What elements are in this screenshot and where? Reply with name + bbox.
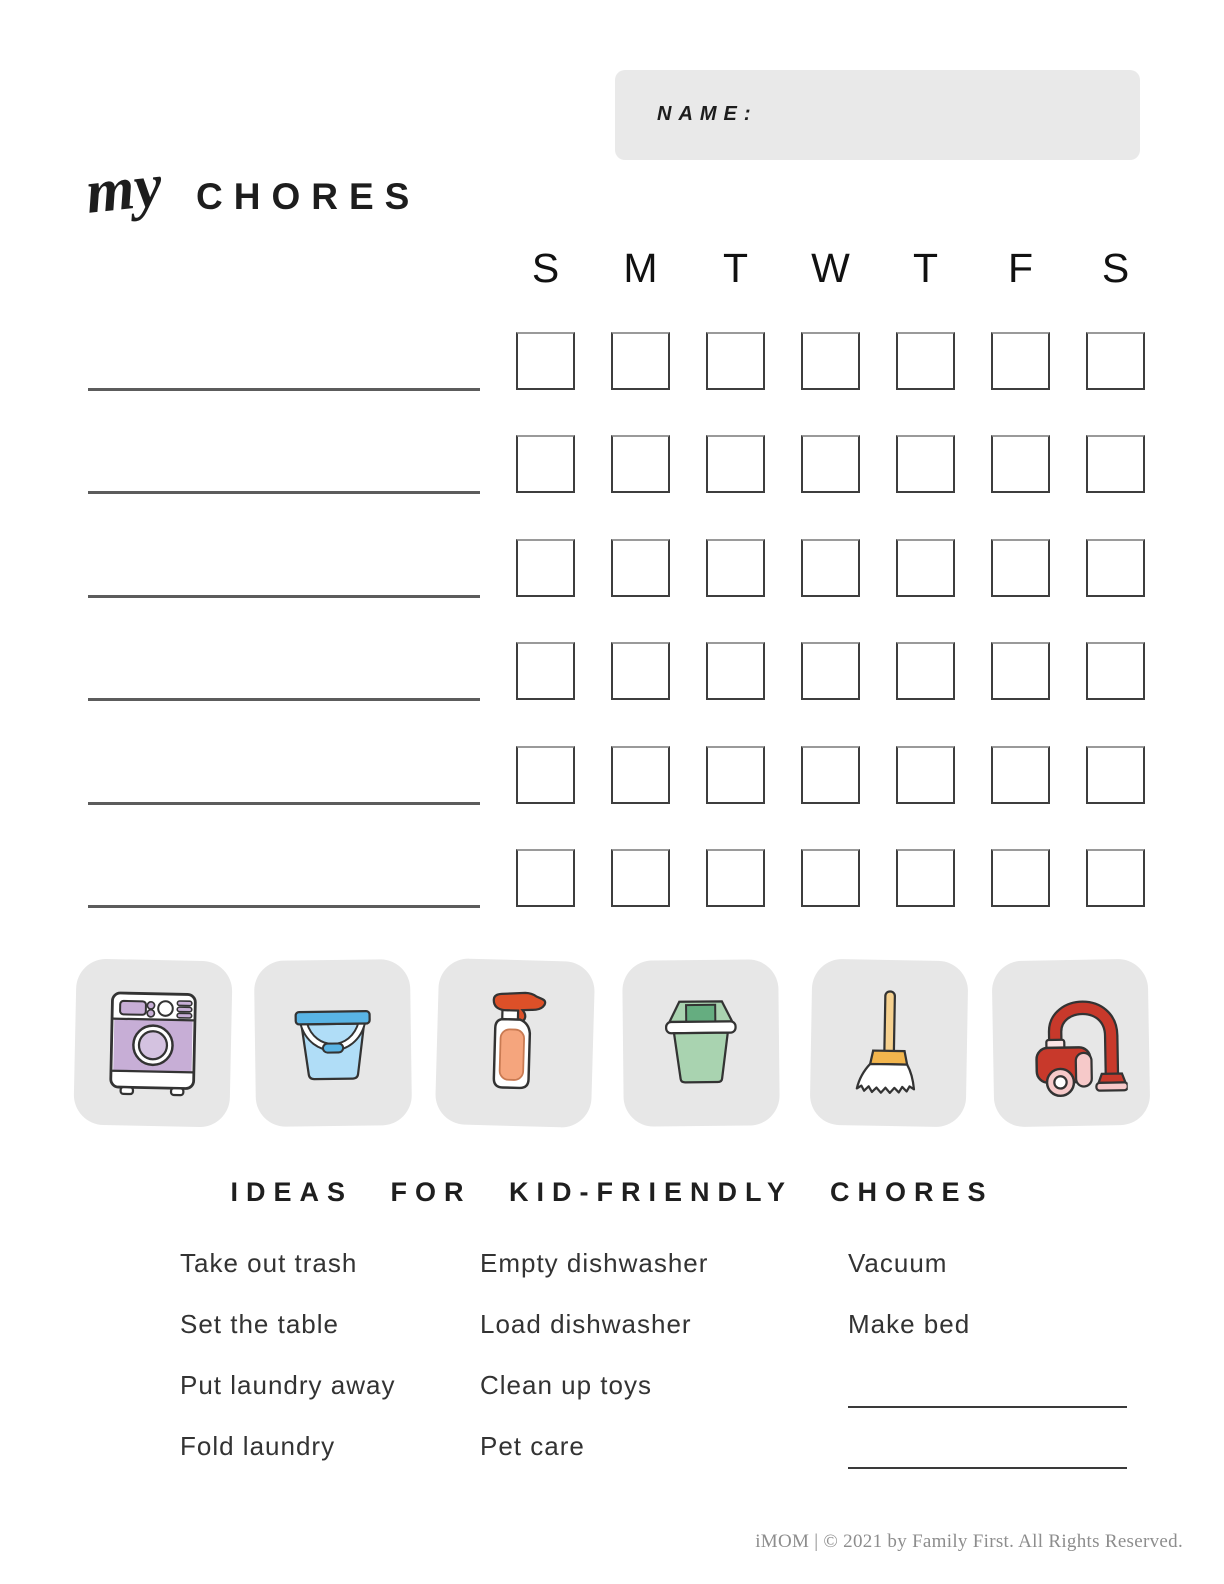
checkbox-row6-day2[interactable] bbox=[611, 849, 670, 907]
checkbox-row2-day3[interactable] bbox=[706, 435, 765, 493]
checkbox-row5-day3[interactable] bbox=[706, 746, 765, 804]
trash-can-tile bbox=[622, 959, 780, 1127]
ideas-heading: IDEAS FOR KID-FRIENDLY CHORES bbox=[230, 1177, 994, 1207]
washing-machine-icon bbox=[96, 983, 210, 1103]
custom-chore-line[interactable] bbox=[848, 1372, 1127, 1408]
checkbox-row4-day5[interactable] bbox=[896, 642, 955, 700]
day-header-4: W bbox=[811, 245, 850, 291]
chore-name-line-1[interactable] bbox=[88, 388, 480, 391]
bucket-icon bbox=[276, 983, 390, 1103]
checkbox-row4-day2[interactable] bbox=[611, 642, 670, 700]
checkbox-row3-day4[interactable] bbox=[801, 539, 860, 597]
chore-name-line-2[interactable] bbox=[88, 491, 480, 494]
chore-row-3 bbox=[0, 539, 1224, 597]
checkbox-row5-day7[interactable] bbox=[1086, 746, 1145, 804]
checkbox-row6-day6[interactable] bbox=[991, 849, 1050, 907]
day-header-3: T bbox=[722, 245, 749, 291]
bucket-tile bbox=[254, 959, 412, 1127]
checkbox-row5-day1[interactable] bbox=[516, 746, 575, 804]
vacuum-tile bbox=[992, 959, 1151, 1128]
checkbox-row6-day3[interactable] bbox=[706, 849, 765, 907]
idea-item: Set the table bbox=[180, 1309, 339, 1339]
day-header-row bbox=[0, 245, 1224, 292]
checkbox-row4-day1[interactable] bbox=[516, 642, 575, 700]
checkbox-row1-day5[interactable] bbox=[896, 332, 955, 390]
checkbox-row3-day7[interactable] bbox=[1086, 539, 1145, 597]
chore-row-4 bbox=[0, 642, 1224, 700]
checkbox-row6-day7[interactable] bbox=[1086, 849, 1145, 907]
day-header-7: S bbox=[1101, 245, 1130, 291]
name-label: NAME: bbox=[657, 103, 758, 125]
checkbox-row2-day6[interactable] bbox=[991, 435, 1050, 493]
checkbox-row1-day3[interactable] bbox=[706, 332, 765, 390]
checkbox-row3-day3[interactable] bbox=[706, 539, 765, 597]
checkbox-row6-day5[interactable] bbox=[896, 849, 955, 907]
checkbox-row3-day2[interactable] bbox=[611, 539, 670, 597]
chore-row-5 bbox=[0, 746, 1224, 804]
checkbox-row4-day3[interactable] bbox=[706, 642, 765, 700]
checkbox-row6-day4[interactable] bbox=[801, 849, 860, 907]
chore-row-1 bbox=[0, 332, 1224, 390]
chore-name-line-4[interactable] bbox=[88, 698, 480, 701]
checkbox-row4-day4[interactable] bbox=[801, 642, 860, 700]
checkbox-row2-day7[interactable] bbox=[1086, 435, 1145, 493]
checkbox-row5-day5[interactable] bbox=[896, 746, 955, 804]
ideas-column-3 bbox=[848, 1250, 1178, 1494]
idea-item: Fold laundry bbox=[180, 1431, 336, 1461]
idea-item: Vacuum bbox=[848, 1248, 948, 1278]
checkbox-row5-day4[interactable] bbox=[801, 746, 860, 804]
vacuum-cleaner-icon bbox=[1014, 983, 1128, 1103]
broom-icon bbox=[832, 983, 946, 1103]
page-title: CHORES bbox=[196, 176, 421, 217]
checkbox-row1-day1[interactable] bbox=[516, 332, 575, 390]
day-header-1: S bbox=[531, 245, 560, 291]
idea-item: Take out trash bbox=[180, 1248, 358, 1278]
chore-row-6 bbox=[0, 849, 1224, 907]
chore-name-line-6[interactable] bbox=[88, 905, 480, 908]
page-title-script: my bbox=[82, 151, 166, 227]
checkbox-row3-day5[interactable] bbox=[896, 539, 955, 597]
ideas-column-2 bbox=[480, 1250, 810, 1494]
spray-bottle-tile bbox=[435, 958, 596, 1128]
name-input-box[interactable] bbox=[615, 70, 1140, 160]
checkbox-row4-day6[interactable] bbox=[991, 642, 1050, 700]
idea-item: Pet care bbox=[480, 1431, 585, 1461]
checkbox-row2-day2[interactable] bbox=[611, 435, 670, 493]
checkbox-row2-day5[interactable] bbox=[896, 435, 955, 493]
idea-item: Make bed bbox=[848, 1309, 971, 1339]
day-header-2: M bbox=[623, 245, 658, 291]
idea-item: Clean up toys bbox=[480, 1370, 652, 1400]
checkbox-row1-day4[interactable] bbox=[801, 332, 860, 390]
checkbox-row5-day6[interactable] bbox=[991, 746, 1050, 804]
idea-item: Load dishwasher bbox=[480, 1309, 692, 1339]
copyright-footer: iMOM | © 2021 by Family First. All Rights Reserved. bbox=[755, 1531, 1183, 1552]
day-header-6: F bbox=[1007, 245, 1034, 291]
ideas-column-1 bbox=[180, 1250, 510, 1494]
spray-bottle-icon bbox=[457, 982, 572, 1103]
chore-name-line-5[interactable] bbox=[88, 802, 480, 805]
checkbox-row4-day7[interactable] bbox=[1086, 642, 1145, 700]
broom-tile bbox=[810, 959, 969, 1128]
custom-chore-line[interactable] bbox=[848, 1433, 1127, 1469]
checkbox-row3-day1[interactable] bbox=[516, 539, 575, 597]
idea-item: Put laundry away bbox=[180, 1370, 396, 1400]
washing-machine-tile bbox=[73, 958, 232, 1127]
checkbox-row3-day6[interactable] bbox=[991, 539, 1050, 597]
trash-can-icon bbox=[644, 983, 757, 1102]
checkbox-row1-day6[interactable] bbox=[991, 332, 1050, 390]
checkbox-row1-day7[interactable] bbox=[1086, 332, 1145, 390]
checkbox-row1-day2[interactable] bbox=[611, 332, 670, 390]
checkbox-row2-day1[interactable] bbox=[516, 435, 575, 493]
checkbox-row2-day4[interactable] bbox=[801, 435, 860, 493]
chore-icons-row bbox=[0, 960, 1224, 1126]
checkbox-row6-day1[interactable] bbox=[516, 849, 575, 907]
chore-row-2 bbox=[0, 435, 1224, 493]
idea-item: Empty dishwasher bbox=[480, 1248, 709, 1278]
chore-name-line-3[interactable] bbox=[88, 595, 480, 598]
checkbox-row5-day2[interactable] bbox=[611, 746, 670, 804]
day-header-5: T bbox=[912, 245, 939, 291]
